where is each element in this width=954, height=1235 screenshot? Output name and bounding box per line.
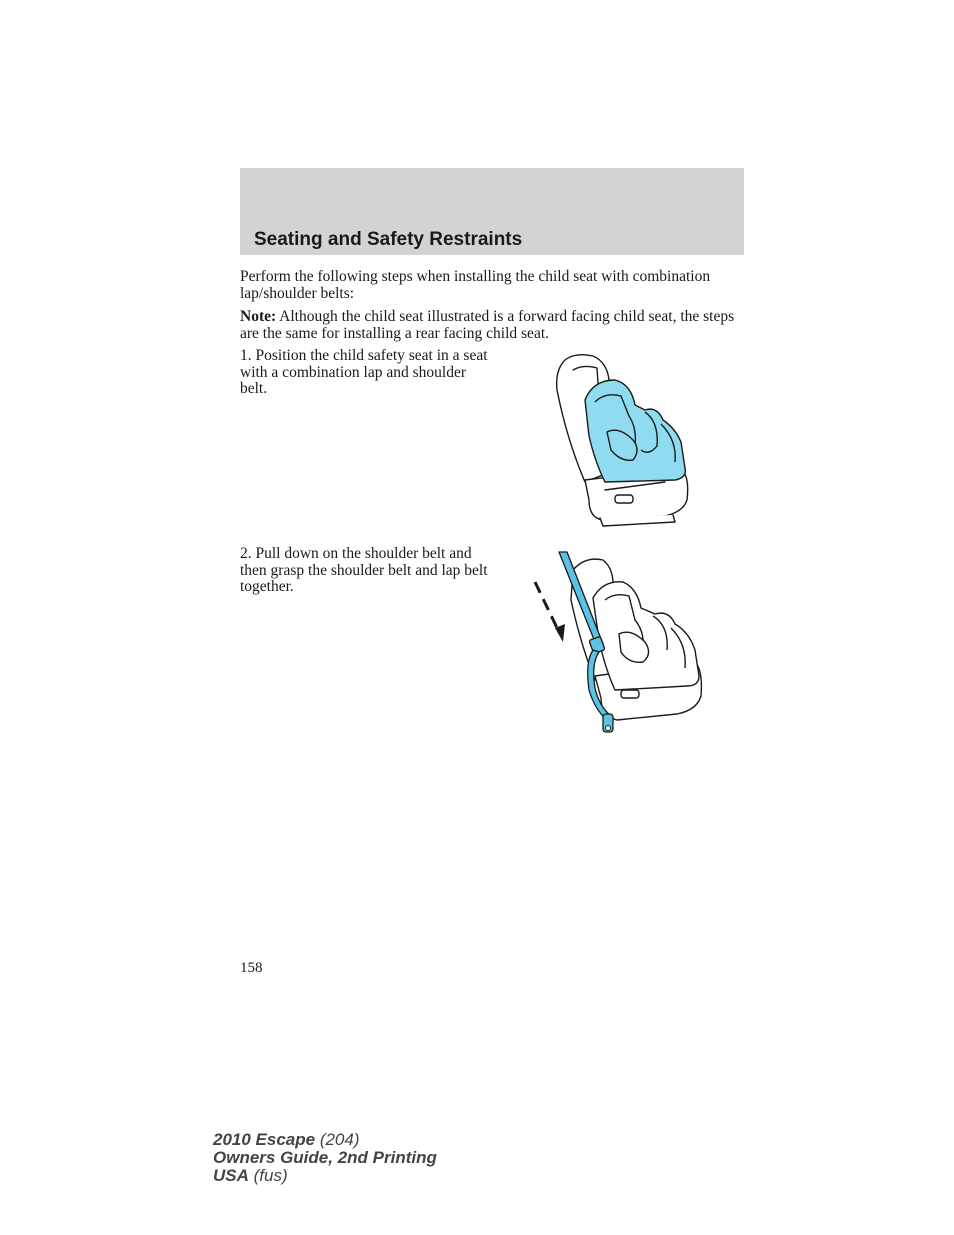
- footer-line-1: [213, 1131, 437, 1149]
- page-number: 158: [240, 960, 263, 976]
- pull-down-arrow-icon: [535, 582, 565, 642]
- section-title: Seating and Safety Restraints: [254, 229, 523, 250]
- footer-market: USA: [213, 1166, 249, 1185]
- footer-model-code: (204): [315, 1130, 360, 1149]
- footer-market-code: (fus): [248, 1166, 288, 1185]
- shoulder-belt-illustration: [525, 550, 710, 740]
- step-1-text: 1. Position the child safety seat in a seat with a combination lap and shoulder belt.: [240, 347, 488, 398]
- intro-paragraph: Perform the following steps when installing the child seat with combination lap/shoulder belts:: [240, 268, 711, 302]
- section-header-band: [240, 168, 744, 255]
- child-seat-illustration: [545, 350, 695, 530]
- step-2-text: 2. Pull down on the shoulder belt and then grasp the shoulder belt and lap belt together.: [240, 545, 488, 596]
- footer-line-3: [213, 1167, 437, 1185]
- note-label: Note:: [240, 308, 277, 325]
- footer-model: 2010 Escape: [213, 1130, 316, 1149]
- footer-line-2: [213, 1149, 437, 1167]
- document-footer: [213, 1131, 437, 1185]
- footer-guide-edition: Owners Guide, 2nd Printing: [213, 1148, 437, 1167]
- note-paragraph: [240, 309, 740, 342]
- note-text: Although the child seat illustrated is a forward facing child seat, the steps are the same for installing a rear facing child seat.: [240, 308, 735, 342]
